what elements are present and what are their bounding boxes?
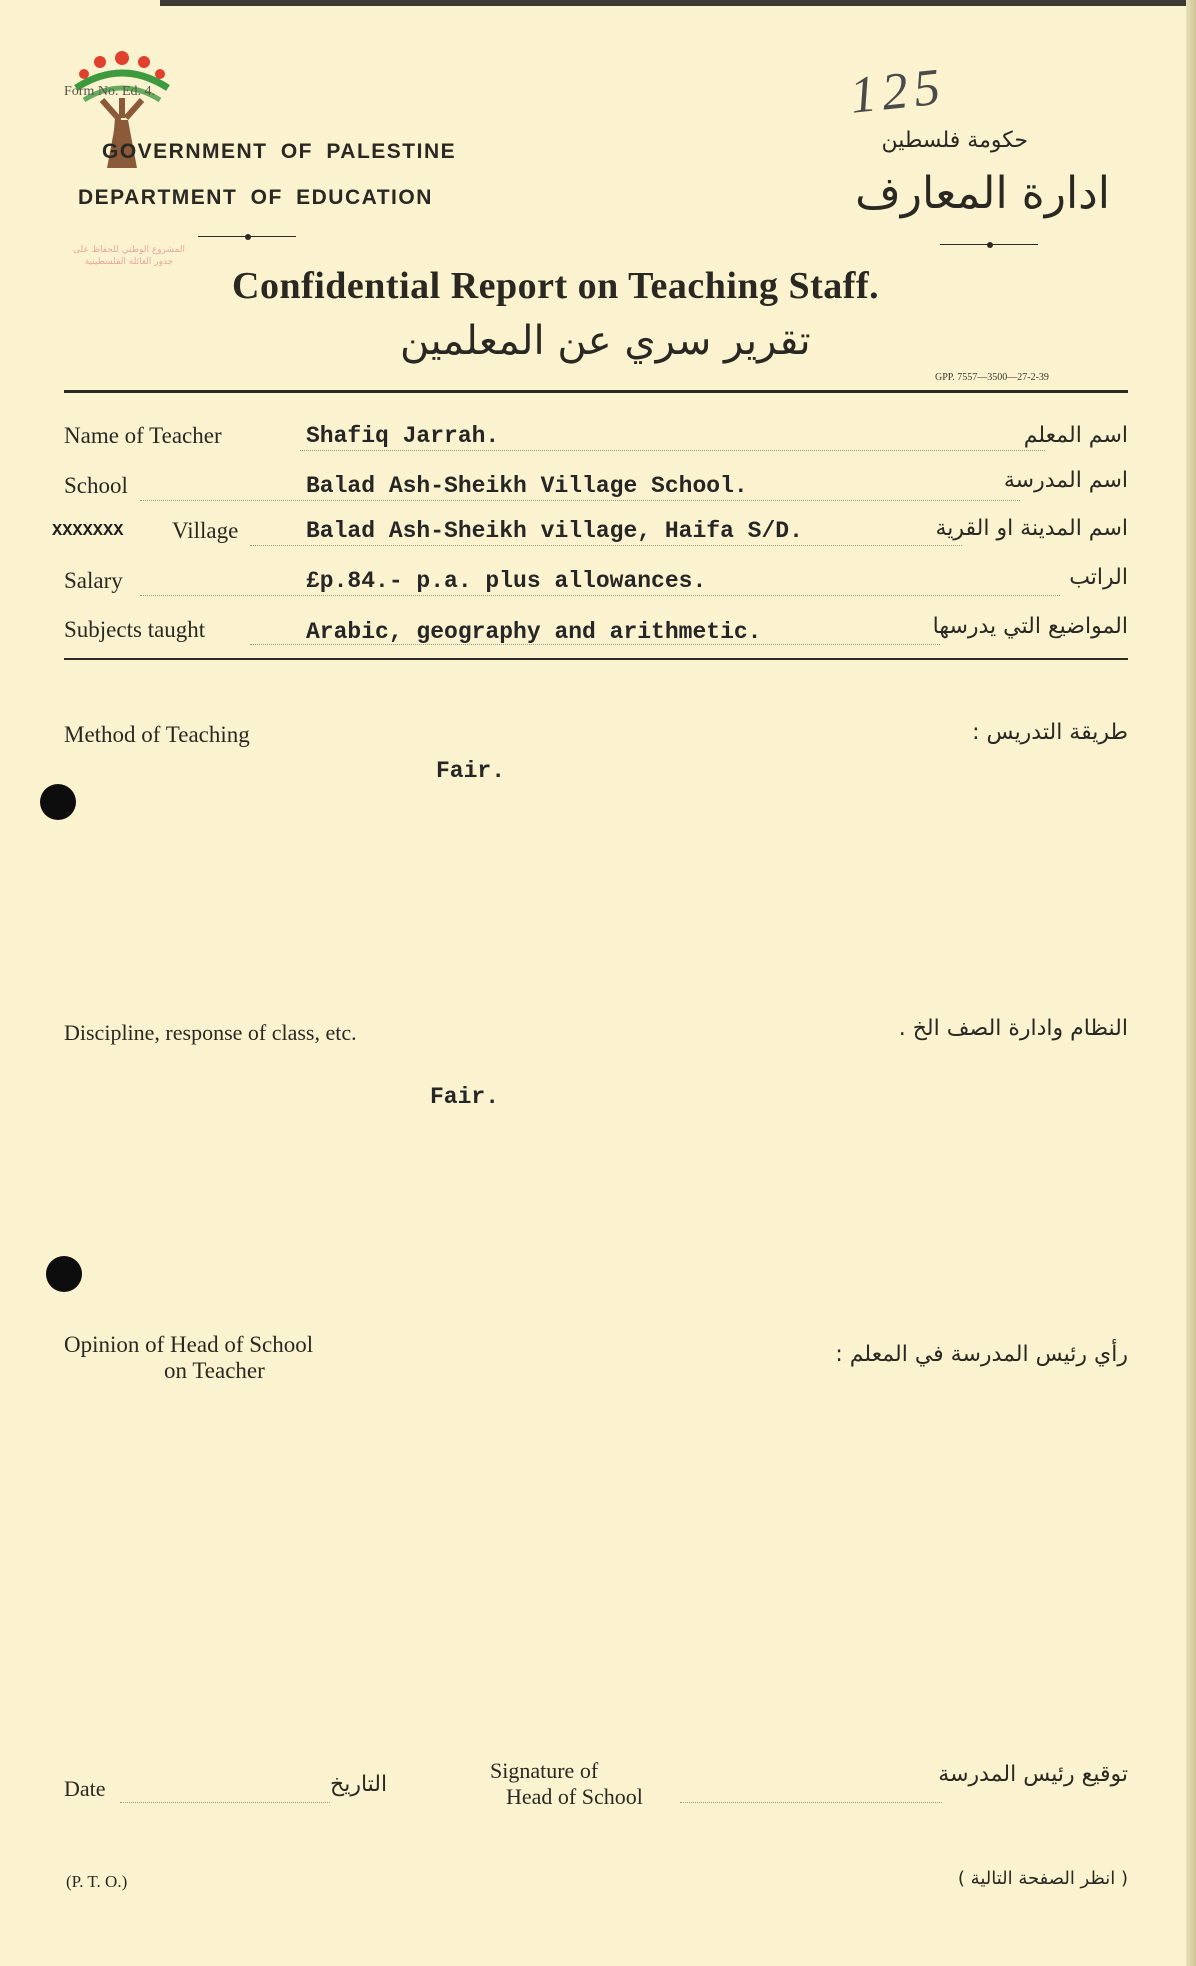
header-left-dot bbox=[245, 234, 251, 240]
field-label: School bbox=[64, 473, 128, 498]
watermark-text bbox=[54, 244, 204, 268]
field-label-ar: اسم المعلم bbox=[1023, 423, 1128, 448]
pto-label-ar: ( انظر الصفحة التالية ) bbox=[957, 1868, 1128, 1889]
field-dotted-line bbox=[250, 545, 962, 546]
field-label: Village bbox=[172, 518, 239, 543]
section-label: Method of Teaching bbox=[64, 722, 250, 747]
date-dotted-line bbox=[120, 1802, 330, 1803]
field-value: Balad Ash-Sheikh village, Haifa S/D. bbox=[306, 518, 803, 544]
section-label-line1: Opinion of Head of School bbox=[64, 1332, 314, 1357]
form-number: Form No. Ed. 4. bbox=[64, 84, 155, 99]
signature-dotted-line bbox=[680, 1802, 942, 1803]
field-label-ar: اسم المدينة او القرية bbox=[935, 516, 1128, 541]
section-value: Fair. bbox=[430, 1084, 500, 1110]
page-top-edge bbox=[160, 0, 1196, 6]
field-dotted-line bbox=[140, 500, 1020, 501]
section-label-ar: رأي رئيس المدرسة في المعلم : bbox=[835, 1342, 1128, 1367]
field-label: Salary bbox=[64, 568, 123, 593]
signature-label-ar: توقيع رئيس المدرسة bbox=[938, 1762, 1128, 1787]
header-government-ar: حكومة فلسطين bbox=[881, 128, 1028, 153]
field-label-ar: الراتب bbox=[1069, 565, 1128, 590]
field-label-ar: اسم المدرسة bbox=[1003, 468, 1128, 493]
page-right-edge bbox=[1186, 0, 1196, 1966]
punch-hole bbox=[46, 1256, 82, 1292]
punch-hole bbox=[40, 784, 76, 820]
section-label: Discipline, response of class, etc. bbox=[64, 1020, 357, 1045]
field-dotted-line bbox=[140, 595, 1060, 596]
header-department-ar: ادارة المعارف bbox=[855, 168, 1110, 219]
section-label-ar: طريقة التدريس : bbox=[972, 720, 1128, 745]
field-value: Balad Ash-Sheikh Village School. bbox=[306, 473, 748, 499]
signature-label-line2: Head of School bbox=[506, 1784, 643, 1809]
report-title: Confidential Report on Teaching Staff. bbox=[232, 265, 880, 307]
field-value: £p.84.- p.a. plus allowances. bbox=[306, 568, 707, 594]
header-government: GOVERNMENT OF PALESTINE bbox=[102, 140, 457, 163]
date-label: Date bbox=[64, 1776, 106, 1801]
field-label: Name of Teacher bbox=[64, 423, 222, 448]
signature-label-line1: Signature of bbox=[490, 1758, 599, 1783]
report-title-ar: تقرير سري عن المعلمين bbox=[400, 318, 811, 364]
section-label-line2: on Teacher bbox=[164, 1358, 265, 1383]
watermark-line: المشروع الوطني للحفاظ على bbox=[72, 245, 185, 255]
header-right-dot bbox=[987, 242, 993, 248]
section-value: Fair. bbox=[436, 758, 506, 784]
field-value: Arabic, geography and arithmetic. bbox=[306, 619, 762, 645]
page-number-handwritten: 125 bbox=[847, 58, 949, 125]
field-label-ar: المواضيع التي يدرسها bbox=[932, 614, 1128, 639]
print-code: GPP. 7557—3500—27-2-39 bbox=[935, 372, 1049, 383]
field-value: Shafiq Jarrah. bbox=[306, 423, 500, 449]
title-rule bbox=[64, 390, 1128, 393]
header-department: DEPARTMENT OF EDUCATION bbox=[78, 186, 433, 209]
fields-bottom-rule bbox=[64, 658, 1128, 660]
field-dotted-line bbox=[300, 450, 1045, 451]
section-label-ar: النظام وادارة الصف الخ . bbox=[898, 1016, 1128, 1041]
field-label: Subjects taught bbox=[64, 617, 206, 642]
pto-label: (P. T. O.) bbox=[66, 1872, 128, 1891]
watermark-line: جذور العائلة الفلسطينية bbox=[84, 257, 174, 267]
field-label-struck: XXXXXXX bbox=[52, 522, 124, 541]
date-label-ar: التاريخ bbox=[330, 1772, 388, 1797]
